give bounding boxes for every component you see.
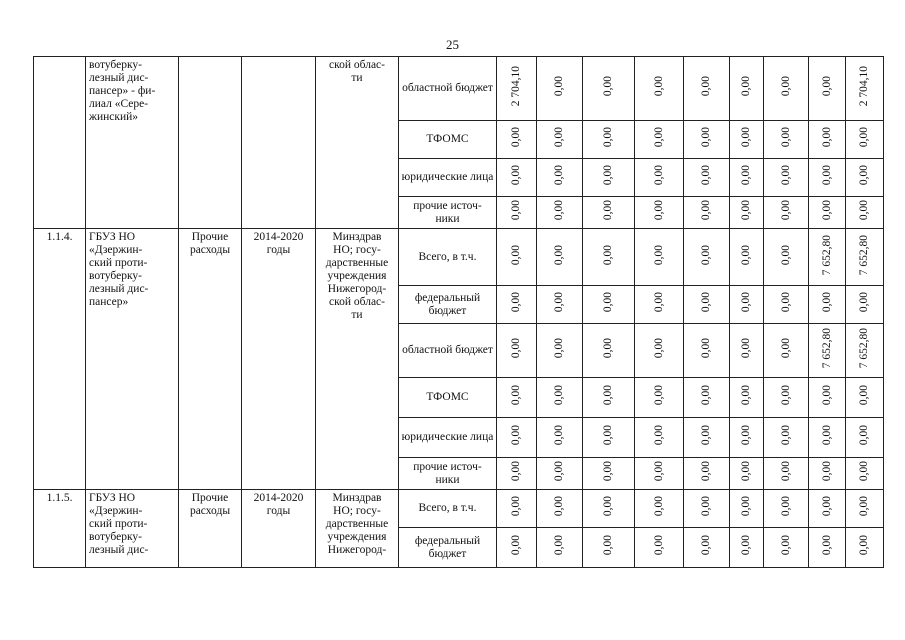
value-cell — [583, 229, 635, 286]
value-text: 0,00 — [602, 165, 614, 186]
value-cell — [764, 286, 809, 324]
value-cell — [635, 197, 684, 229]
value-text: 0,00 — [700, 127, 712, 148]
source-label: федеральный бюджет — [399, 528, 497, 568]
value-cell — [846, 229, 884, 286]
value-text: 0,00 — [740, 461, 752, 482]
value-cell — [684, 324, 730, 378]
value-text: 7 652,80 — [820, 328, 833, 369]
budget-table — [33, 56, 884, 568]
value-cell — [730, 57, 764, 121]
value-cell — [497, 229, 537, 286]
source-label: федеральный бюджет — [399, 286, 497, 324]
value-text: 0,00 — [740, 496, 752, 517]
value-text: 0,00 — [740, 76, 752, 97]
source-label: ТФОМС — [399, 378, 497, 418]
value-text: 0,00 — [510, 385, 522, 406]
value-text: 0,00 — [779, 292, 792, 313]
value-text: 0,00 — [700, 76, 712, 97]
value-cell — [537, 197, 583, 229]
value-cell — [583, 57, 635, 121]
value-cell — [764, 490, 809, 528]
value-cell — [635, 528, 684, 568]
value-text: 0,00 — [779, 127, 792, 148]
value-cell — [635, 458, 684, 490]
value-text: 0,00 — [740, 165, 752, 186]
value-cell — [537, 57, 583, 121]
value-text: 0,00 — [652, 461, 665, 482]
value-text: 0,00 — [740, 244, 752, 266]
value-cell — [846, 286, 884, 324]
value-text: 0,00 — [779, 385, 792, 406]
value-text: 0,00 — [602, 461, 614, 482]
expense-type-cell: Прочие расходы — [179, 229, 242, 490]
value-text: 2 704,10 — [858, 66, 870, 107]
value-text: 0,00 — [553, 76, 565, 97]
value-cell — [809, 229, 846, 286]
value-text: 0,00 — [510, 127, 522, 148]
value-text: 0,00 — [553, 165, 565, 186]
value-cell — [497, 458, 537, 490]
value-cell — [635, 286, 684, 324]
value-cell — [635, 57, 684, 121]
organization-cell — [86, 490, 179, 568]
value-cell — [730, 286, 764, 324]
value-cell — [635, 418, 684, 458]
value-text: 0,00 — [602, 200, 614, 221]
value-cell — [684, 418, 730, 458]
value-cell — [809, 490, 846, 528]
value-cell — [684, 121, 730, 159]
value-cell — [764, 159, 809, 197]
value-cell — [846, 324, 884, 378]
value-text: 0,00 — [602, 338, 614, 359]
organization-cell-line: жинский» — [89, 111, 139, 123]
value-cell — [684, 159, 730, 197]
value-cell — [635, 229, 684, 286]
value-cell — [809, 286, 846, 324]
executor-cell — [316, 229, 399, 490]
value-text: 0,00 — [602, 76, 614, 97]
value-text: 0,00 — [740, 535, 752, 556]
value-cell — [635, 121, 684, 159]
value-cell — [846, 197, 884, 229]
executor-cell-line: учреждения — [327, 531, 387, 543]
value-text: 0,00 — [602, 535, 614, 556]
value-cell — [537, 324, 583, 378]
value-text: 0,00 — [652, 535, 665, 556]
executor-cell-line: дарственные — [325, 518, 389, 530]
value-cell — [497, 490, 537, 528]
value-cell — [846, 159, 884, 197]
executor-cell-line: Нижегород- — [327, 283, 387, 295]
value-text: 0,00 — [740, 338, 752, 359]
table-row — [34, 490, 884, 528]
value-text: 0,00 — [553, 461, 565, 482]
value-cell — [809, 324, 846, 378]
source-label: Всего, в т.ч. — [399, 229, 497, 286]
value-cell — [583, 121, 635, 159]
value-cell — [764, 458, 809, 490]
value-cell — [583, 458, 635, 490]
value-text: 0,00 — [652, 127, 665, 148]
value-cell — [537, 121, 583, 159]
source-label: юридические лица — [399, 418, 497, 458]
expense-type-cell: Прочие расходы — [179, 490, 242, 568]
value-cell — [846, 57, 884, 121]
value-text: 0,00 — [700, 338, 712, 359]
value-text: 0,00 — [858, 200, 870, 221]
value-text: 0,00 — [858, 461, 870, 482]
value-cell — [497, 418, 537, 458]
value-cell — [846, 121, 884, 159]
value-text: 0,00 — [740, 292, 752, 313]
value-text: 0,00 — [820, 76, 833, 97]
value-cell — [684, 229, 730, 286]
value-text: 0,00 — [700, 165, 712, 186]
value-text: 0,00 — [820, 292, 833, 313]
value-text: 0,00 — [553, 338, 565, 359]
organization-cell-line: лезный дис- — [89, 72, 149, 84]
value-cell — [583, 286, 635, 324]
value-text: 0,00 — [602, 496, 614, 517]
value-text: 0,00 — [820, 535, 833, 556]
value-text: 0,00 — [652, 292, 665, 313]
value-cell — [846, 378, 884, 418]
value-text: 0,00 — [820, 127, 833, 148]
value-text: 0,00 — [553, 385, 565, 406]
value-cell — [635, 324, 684, 378]
source-label: областной бюджет — [399, 57, 497, 121]
value-cell — [497, 121, 537, 159]
value-cell — [764, 528, 809, 568]
value-cell — [684, 458, 730, 490]
value-text: 0,00 — [700, 385, 712, 406]
value-text: 7 652,80 — [858, 328, 870, 369]
value-text: 0,00 — [700, 244, 712, 266]
value-text: 0,00 — [820, 200, 833, 221]
value-cell — [497, 378, 537, 418]
organization-cell-line: «Дзержин- — [89, 244, 143, 256]
period-cell — [242, 57, 316, 229]
value-text: 0,00 — [553, 292, 565, 313]
executor-cell-line: Нижегород- — [327, 544, 387, 556]
organization-cell-line: вотуберку- — [89, 270, 142, 282]
value-text: 0,00 — [510, 535, 522, 556]
item-code-cell — [34, 57, 86, 229]
executor-cell-line: ти — [351, 72, 363, 84]
value-cell — [809, 418, 846, 458]
value-cell — [846, 490, 884, 528]
value-cell — [764, 324, 809, 378]
value-text: 0,00 — [652, 385, 665, 406]
value-cell — [684, 197, 730, 229]
value-cell — [730, 490, 764, 528]
executor-cell-line: дарственные — [325, 257, 389, 269]
organization-cell-line: ский проти- — [89, 518, 148, 530]
value-cell — [809, 378, 846, 418]
value-cell — [537, 229, 583, 286]
page-number: 25 — [446, 37, 459, 52]
organization-cell-line: вотуберку- — [89, 531, 142, 543]
value-text: 0,00 — [858, 292, 870, 313]
executor-cell — [316, 57, 399, 229]
executor-cell-line: ти — [351, 309, 363, 321]
executor-cell-line: ской облас- — [329, 59, 385, 71]
value-cell — [764, 197, 809, 229]
value-text: 0,00 — [553, 127, 565, 148]
value-text: 0,00 — [858, 165, 870, 186]
item-code-cell: 1.1.5. — [34, 490, 86, 568]
value-cell — [583, 418, 635, 458]
value-cell — [684, 286, 730, 324]
value-text: 0,00 — [820, 496, 833, 517]
value-cell — [497, 324, 537, 378]
source-label: прочие источ- ники — [399, 197, 497, 229]
organization-cell-line: лезный дис- — [89, 283, 149, 295]
executor-cell-line: ской облас- — [329, 296, 385, 308]
organization-cell — [86, 229, 179, 490]
value-cell — [730, 197, 764, 229]
value-text: 0,00 — [779, 165, 792, 186]
executor-cell — [316, 490, 399, 568]
value-text: 0,00 — [740, 425, 752, 446]
value-text: 0,00 — [602, 244, 614, 266]
organization-cell-line: ГБУЗ НО — [89, 492, 136, 504]
value-text: 0,00 — [652, 76, 665, 97]
value-text: 0,00 — [510, 244, 522, 266]
value-cell — [583, 490, 635, 528]
value-text: 0,00 — [858, 127, 870, 148]
executor-cell-line: Минздрав — [332, 231, 382, 243]
source-label: ТФОМС — [399, 121, 497, 159]
value-cell — [497, 197, 537, 229]
organization-cell-line: ГБУЗ НО — [89, 231, 136, 243]
value-text: 0,00 — [820, 385, 833, 406]
value-cell — [537, 528, 583, 568]
value-text: 0,00 — [858, 496, 870, 517]
value-cell — [497, 528, 537, 568]
executor-cell-line: учреждения — [327, 270, 387, 282]
value-cell — [583, 159, 635, 197]
item-code-cell: 1.1.4. — [34, 229, 86, 490]
value-text: 0,00 — [510, 425, 522, 446]
value-text: 0,00 — [602, 127, 614, 148]
value-cell — [583, 378, 635, 418]
organization-cell-line: пансер» — [89, 296, 129, 308]
expense-type-cell — [179, 57, 242, 229]
value-text: 0,00 — [510, 496, 522, 517]
value-text: 0,00 — [652, 425, 665, 446]
value-cell — [684, 57, 730, 121]
value-text: 0,00 — [779, 496, 792, 517]
value-cell — [583, 197, 635, 229]
value-cell — [635, 159, 684, 197]
value-cell — [537, 159, 583, 197]
table-row — [34, 57, 884, 121]
source-label: юридические лица — [399, 159, 497, 197]
executor-cell-line: НО; госу- — [333, 505, 381, 517]
value-text: 0,00 — [740, 385, 752, 406]
value-cell — [730, 229, 764, 286]
value-text: 0,00 — [858, 385, 870, 406]
value-cell — [497, 159, 537, 197]
value-text: 0,00 — [553, 200, 565, 221]
value-text: 0,00 — [858, 535, 870, 556]
value-text: 0,00 — [602, 385, 614, 406]
value-text: 0,00 — [700, 292, 712, 313]
value-cell — [635, 490, 684, 528]
value-text: 2 704,10 — [510, 66, 522, 107]
value-text: 0,00 — [652, 244, 665, 266]
value-cell — [846, 528, 884, 568]
organization-cell-line: лезный дис- — [89, 544, 149, 556]
value-text: 0,00 — [740, 200, 752, 221]
value-text: 0,00 — [652, 165, 665, 186]
value-text: 0,00 — [553, 425, 565, 446]
value-cell — [730, 159, 764, 197]
source-label: Всего, в т.ч. — [399, 490, 497, 528]
value-text: 0,00 — [700, 200, 712, 221]
table-row — [34, 229, 884, 286]
value-cell — [846, 458, 884, 490]
value-text: 7 652,80 — [820, 234, 833, 276]
value-cell — [583, 324, 635, 378]
value-text: 0,00 — [510, 200, 522, 221]
value-cell — [537, 458, 583, 490]
period-cell: 2014-2020 годы — [242, 490, 316, 568]
value-text: 0,00 — [652, 338, 665, 359]
value-cell — [730, 458, 764, 490]
value-cell — [497, 286, 537, 324]
value-cell — [537, 418, 583, 458]
value-cell — [537, 286, 583, 324]
value-text: 7 652,80 — [858, 234, 870, 276]
value-cell — [809, 528, 846, 568]
value-cell — [846, 418, 884, 458]
value-text: 0,00 — [779, 244, 792, 266]
value-text: 0,00 — [700, 461, 712, 482]
value-cell — [730, 121, 764, 159]
organization-cell-line: «Дзержин- — [89, 505, 143, 517]
table-body — [34, 57, 884, 568]
value-cell — [635, 378, 684, 418]
value-text: 0,00 — [779, 461, 792, 482]
value-cell — [730, 378, 764, 418]
organization-cell-line: лиал «Сере- — [89, 98, 149, 110]
value-text: 0,00 — [779, 425, 792, 446]
value-text: 0,00 — [652, 200, 665, 221]
value-cell — [809, 458, 846, 490]
executor-cell-line: НО; госу- — [333, 244, 381, 256]
organization-cell-line: пансер» - фи- — [89, 85, 156, 97]
organization-cell-line: ский проти- — [89, 257, 148, 269]
value-cell — [809, 197, 846, 229]
value-cell — [537, 378, 583, 418]
value-cell — [730, 418, 764, 458]
value-text: 0,00 — [553, 496, 565, 517]
value-text: 0,00 — [700, 425, 712, 446]
value-cell — [497, 57, 537, 121]
value-text: 0,00 — [510, 292, 522, 313]
value-text: 0,00 — [602, 292, 614, 313]
value-cell — [684, 528, 730, 568]
value-cell — [764, 57, 809, 121]
value-text: 0,00 — [700, 496, 712, 517]
value-cell — [730, 324, 764, 378]
value-text: 0,00 — [779, 200, 792, 221]
value-cell — [537, 490, 583, 528]
value-text: 0,00 — [779, 76, 792, 97]
value-cell — [684, 378, 730, 418]
value-cell — [583, 528, 635, 568]
executor-cell-line: Минздрав — [332, 492, 382, 504]
value-text: 0,00 — [700, 535, 712, 556]
value-text: 0,00 — [510, 165, 522, 186]
value-cell — [764, 378, 809, 418]
value-text: 0,00 — [779, 535, 792, 556]
value-cell — [684, 490, 730, 528]
value-text: 0,00 — [602, 425, 614, 446]
organization-cell — [86, 57, 179, 229]
value-text: 0,00 — [553, 244, 565, 266]
value-cell — [764, 121, 809, 159]
value-text: 0,00 — [858, 425, 870, 446]
value-cell — [809, 121, 846, 159]
value-text: 0,00 — [820, 165, 833, 186]
period-cell: 2014-2020 годы — [242, 229, 316, 490]
value-cell — [809, 57, 846, 121]
value-text: 0,00 — [740, 127, 752, 148]
value-text: 0,00 — [820, 461, 833, 482]
value-cell — [764, 229, 809, 286]
value-cell — [809, 159, 846, 197]
source-label: прочие источ- ники — [399, 458, 497, 490]
value-text: 0,00 — [820, 425, 833, 446]
value-cell — [764, 418, 809, 458]
source-label: областной бюджет — [399, 324, 497, 378]
value-text: 0,00 — [553, 535, 565, 556]
organization-cell-line: вотуберку- — [89, 59, 142, 71]
value-cell — [730, 528, 764, 568]
value-text: 0,00 — [510, 461, 522, 482]
value-text: 0,00 — [510, 338, 522, 359]
value-text: 0,00 — [779, 338, 792, 359]
value-text: 0,00 — [652, 496, 665, 517]
